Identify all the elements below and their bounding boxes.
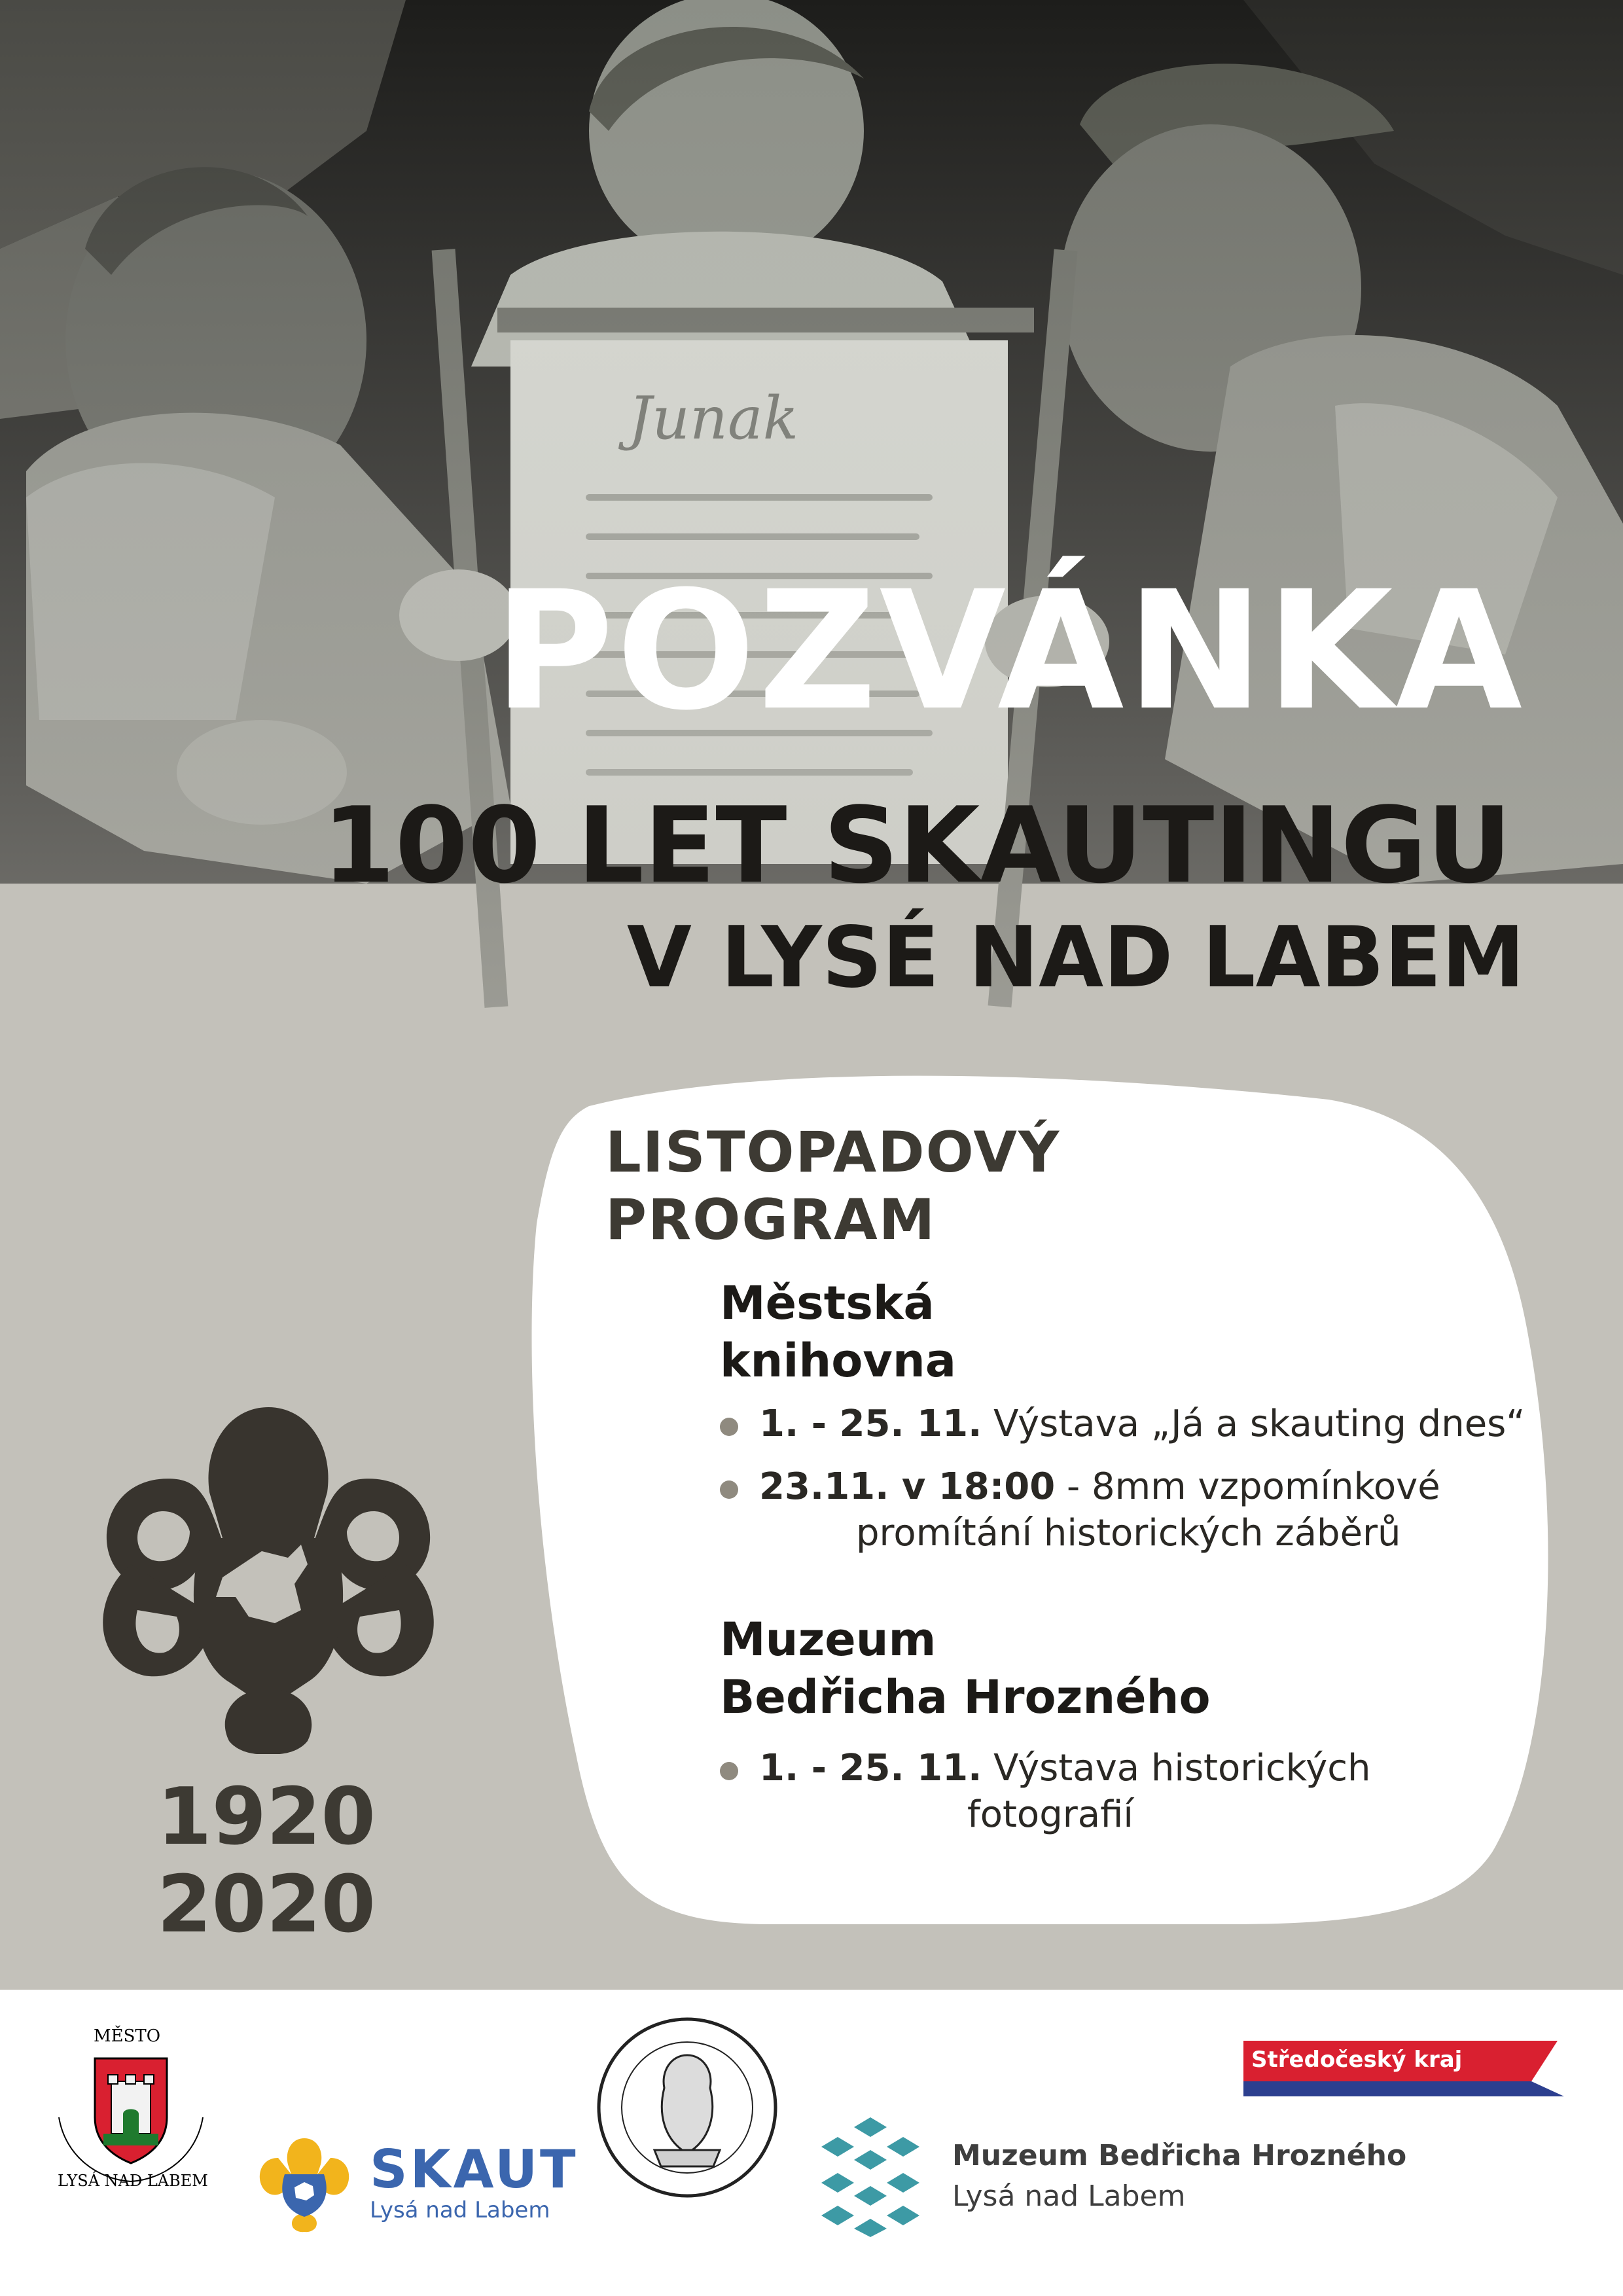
skaut-lily-icon [255, 2135, 353, 2233]
anniversary-years [157, 1772, 376, 1951]
library-seal-icon [589, 2009, 785, 2206]
program-title-line-2: PROGRAM [605, 1187, 936, 1253]
museum-logo-name: Muzeum Bedřicha Hrozného [952, 2139, 1407, 2172]
event-date: 1. - 25. 11. [759, 1403, 982, 1445]
skaut-logo-name: SKAUT [370, 2139, 579, 2200]
event-library-exhibition [759, 1401, 1525, 1447]
program-title-line-1: LISTOPADOVÝ [605, 1120, 1061, 1185]
event-text: Výstava historických [982, 1747, 1371, 1789]
event-library-screening [759, 1463, 1440, 1556]
venue-library-line-2: knihovna [720, 1333, 957, 1388]
venue-library [720, 1275, 956, 1390]
bullet-icon [720, 1480, 738, 1499]
town-logo-label: MĚSTO [94, 2026, 161, 2046]
venue-museum-line-2: Bedřicha Hrozného [720, 1670, 1211, 1724]
event-museum-exhibition [759, 1745, 1371, 1838]
scout-lily-emblem-icon [92, 1401, 445, 1754]
bullet-icon [720, 1762, 738, 1780]
town-logo-name: LYSÁ NAD LABEM [58, 2172, 208, 2190]
region-name: Středočeský kraj [1251, 2047, 1463, 2073]
venue-museum [720, 1611, 1211, 1726]
headline-line-1: 100 LET SKAUTINGU [322, 784, 1512, 906]
headline-line-2: V LYSÉ NAD LABEM [626, 909, 1525, 1007]
event-date: 23.11. v 18:00 [759, 1465, 1056, 1508]
event-date: 1. - 25. 11. [759, 1747, 982, 1789]
event-text-line-2: promítání historických záběrů [856, 1512, 1401, 1555]
venue-museum-line-1: Muzeum [720, 1613, 936, 1666]
event-text: Výstava „Já a skauting dnes“ [982, 1403, 1525, 1445]
venue-library-line-1: Městská [720, 1276, 935, 1330]
event-text-line-2: fotografií [967, 1793, 1133, 1837]
program-title [605, 1119, 1060, 1254]
town-coat-of-arms-icon [46, 2052, 216, 2183]
event-text: - 8mm vzpomínkové [1055, 1465, 1440, 1508]
museum-logo-icon [812, 2114, 929, 2238]
skaut-logo-place: Lysá nad Labem [370, 2197, 550, 2223]
year-start: 1920 [157, 1772, 376, 1863]
bullet-icon [720, 1418, 738, 1436]
year-end: 2020 [157, 1859, 376, 1951]
museum-logo-place: Lysá nad Labem [952, 2179, 1186, 2213]
invitation-title: POZVÁNKA [493, 556, 1525, 746]
